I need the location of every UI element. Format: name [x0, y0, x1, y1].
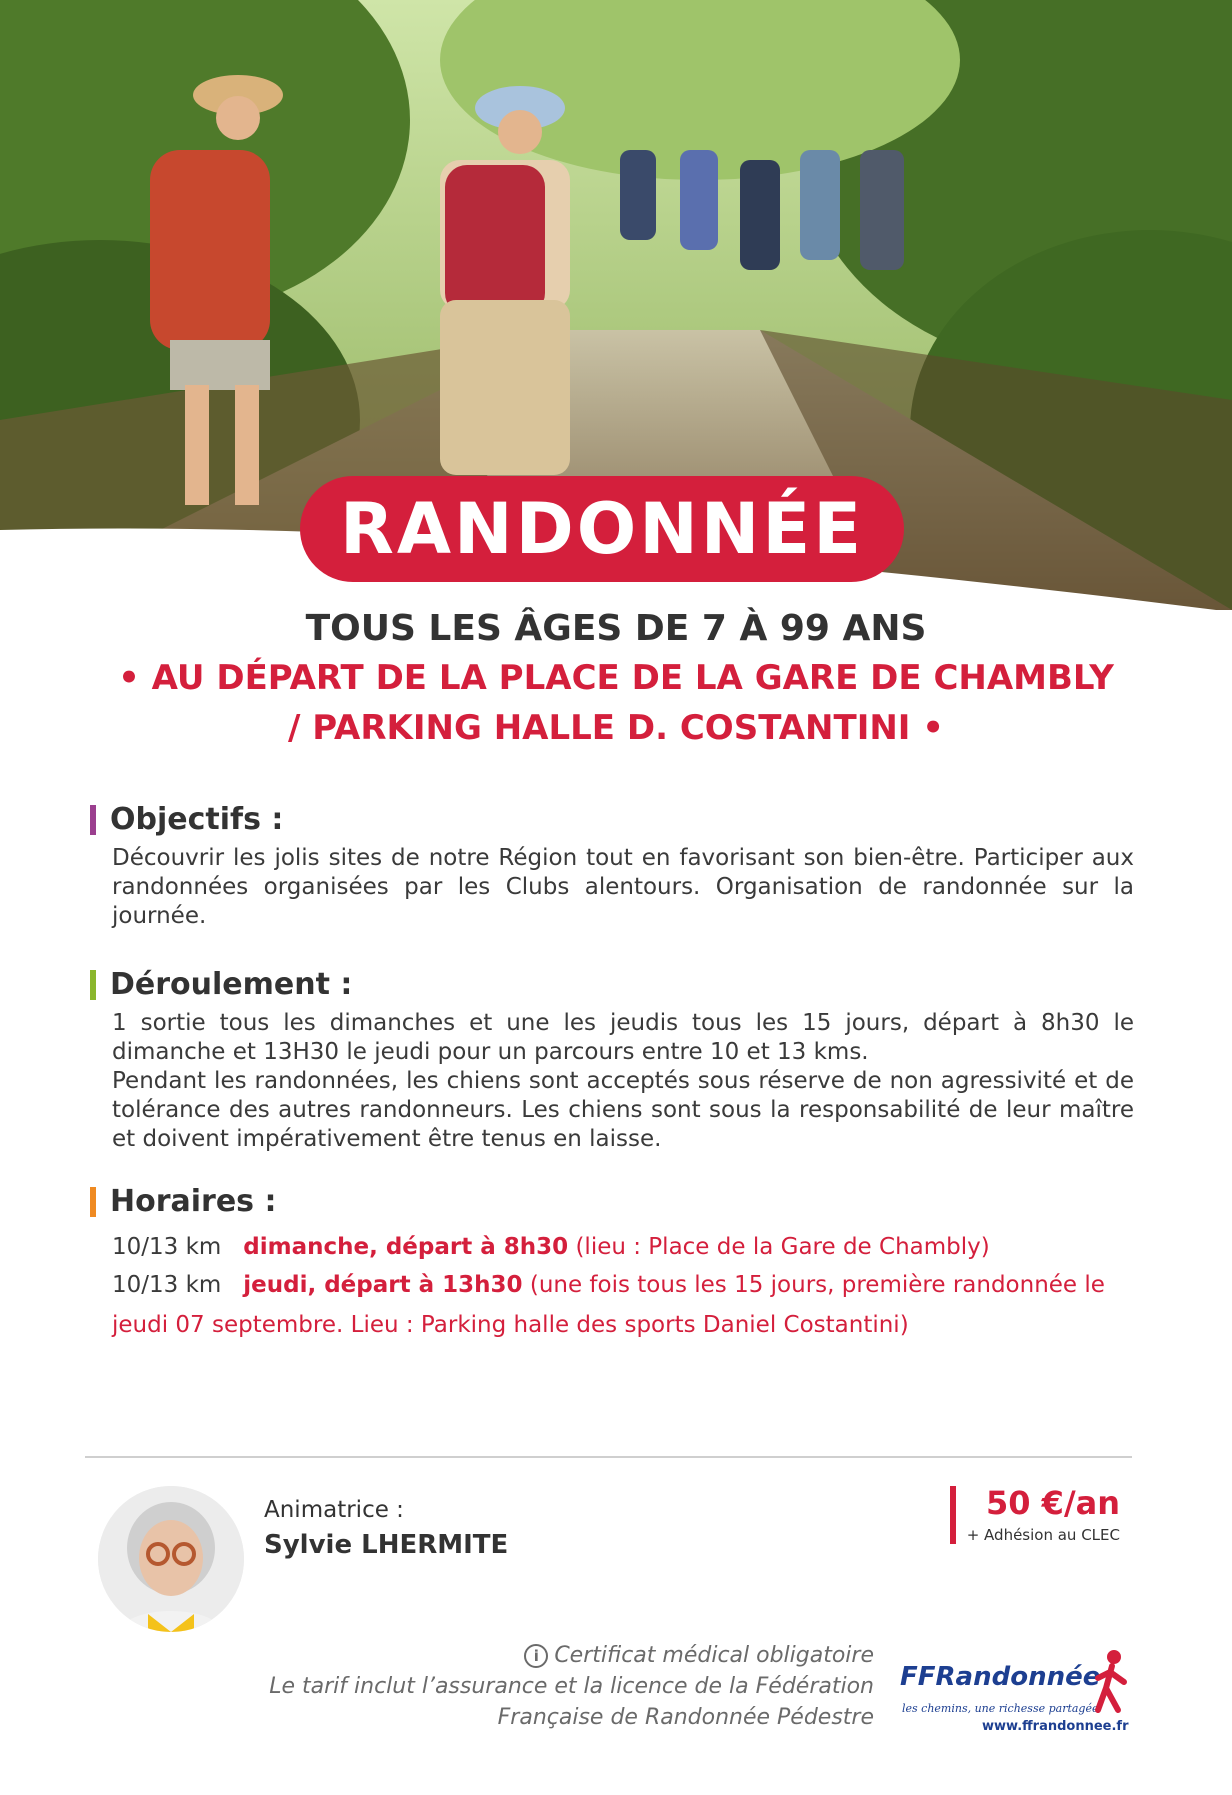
schedule-line-thursday-cont	[112, 1306, 1142, 1344]
avatar	[98, 1486, 244, 1632]
subtitle-ages: TOUS LES ÂGES DE 7 À 99 ANS	[305, 608, 927, 649]
info-circle-icon: i	[524, 1644, 548, 1668]
schedule-distance: 10/13 km	[112, 1234, 222, 1260]
section-accent-bar	[90, 1187, 96, 1217]
schedule-highlight: dimanche, départ à 8h30	[243, 1234, 569, 1260]
section-heading-label: Horaires :	[110, 1184, 277, 1219]
logo-brand	[900, 1662, 1100, 1692]
section-text-deroulement-1: 1 sortie tous les dimanches et une les jeudis tous les 15 jours, départ à 8h30 le dimanche et 13H30 le jeudi pour un parcours entre 10 et 13 kms.	[112, 1010, 1134, 1065]
subtitle-depart-line2: / PARKING HALLE D. COSTANTINI •	[287, 708, 945, 748]
price-note: + Adhésion au CLEC	[966, 1526, 1120, 1544]
section-heading-label: Déroulement :	[110, 967, 353, 1002]
note-line-3: Française de Randonnée Pédestre	[497, 1705, 874, 1730]
schedule-note: (une fois tous les 15 jours, première randonnée le	[529, 1272, 1105, 1298]
logo-tagline: les chemins, une richesse partagée	[902, 1702, 1099, 1715]
section-heading-deroulement	[90, 967, 352, 1002]
schedule-line-sunday	[112, 1228, 1142, 1266]
hiker-icon	[1092, 1648, 1132, 1718]
logo-url: www.ffrandonnee.fr	[982, 1719, 1129, 1734]
schedule-note: (lieu : Place de la Gare de Chambly)	[575, 1234, 990, 1260]
footer-notes	[200, 1640, 874, 1733]
schedule-note-cont: jeudi 07 septembre. Lieu : Parking halle des sports Daniel Costantini)	[112, 1312, 909, 1338]
section-accent-bar	[90, 805, 96, 835]
section-heading-objectifs	[90, 802, 283, 837]
section-heading-horaires	[90, 1184, 276, 1219]
page-title: RANDONNÉE	[339, 488, 865, 570]
section-text-objectifs: Découvrir les jolis sites de notre Région tout en favorisant son bien-être. Participer aux randonnées organisées par les Clubs alentours. Organisation de randonnée sur la journée.	[112, 845, 1134, 929]
subtitle-depart-line1: • AU DÉPART DE LA PLACE DE LA GARE DE CHAMBLY	[118, 658, 1114, 698]
schedule-highlight: jeudi, départ à 13h30	[243, 1272, 523, 1298]
ffrandonnee-logo	[900, 1648, 1132, 1748]
animator-name: Sylvie LHERMITE	[264, 1530, 509, 1560]
schedule-distance: 10/13 km	[112, 1272, 222, 1298]
section-accent-bar	[90, 970, 96, 1000]
note-line-1: i Certificat médical obligatoire	[200, 1640, 874, 1671]
note-line-2: Le tarif inclut l’assurance et la licence de la Fédération	[269, 1674, 874, 1699]
title-badge	[300, 476, 904, 582]
section-heading-label: Objectifs :	[110, 802, 284, 837]
footer-divider	[85, 1456, 1132, 1458]
price-amount: 50 €/an	[986, 1484, 1120, 1522]
logo-brand-rest: Randonnée	[935, 1662, 1101, 1692]
animator-label: Animatrice :	[264, 1497, 404, 1523]
schedule-line-thursday	[112, 1266, 1142, 1304]
section-text-deroulement-2: Pendant les randonnées, les chiens sont acceptés sous réserve de non agressivité et de tolérance des autres randonneurs. Les chiens sont sous la responsabilité de leur maître et doivent impérativement être tenus en laisse.	[112, 1068, 1134, 1152]
logo-brand-ff: FF	[900, 1662, 936, 1692]
